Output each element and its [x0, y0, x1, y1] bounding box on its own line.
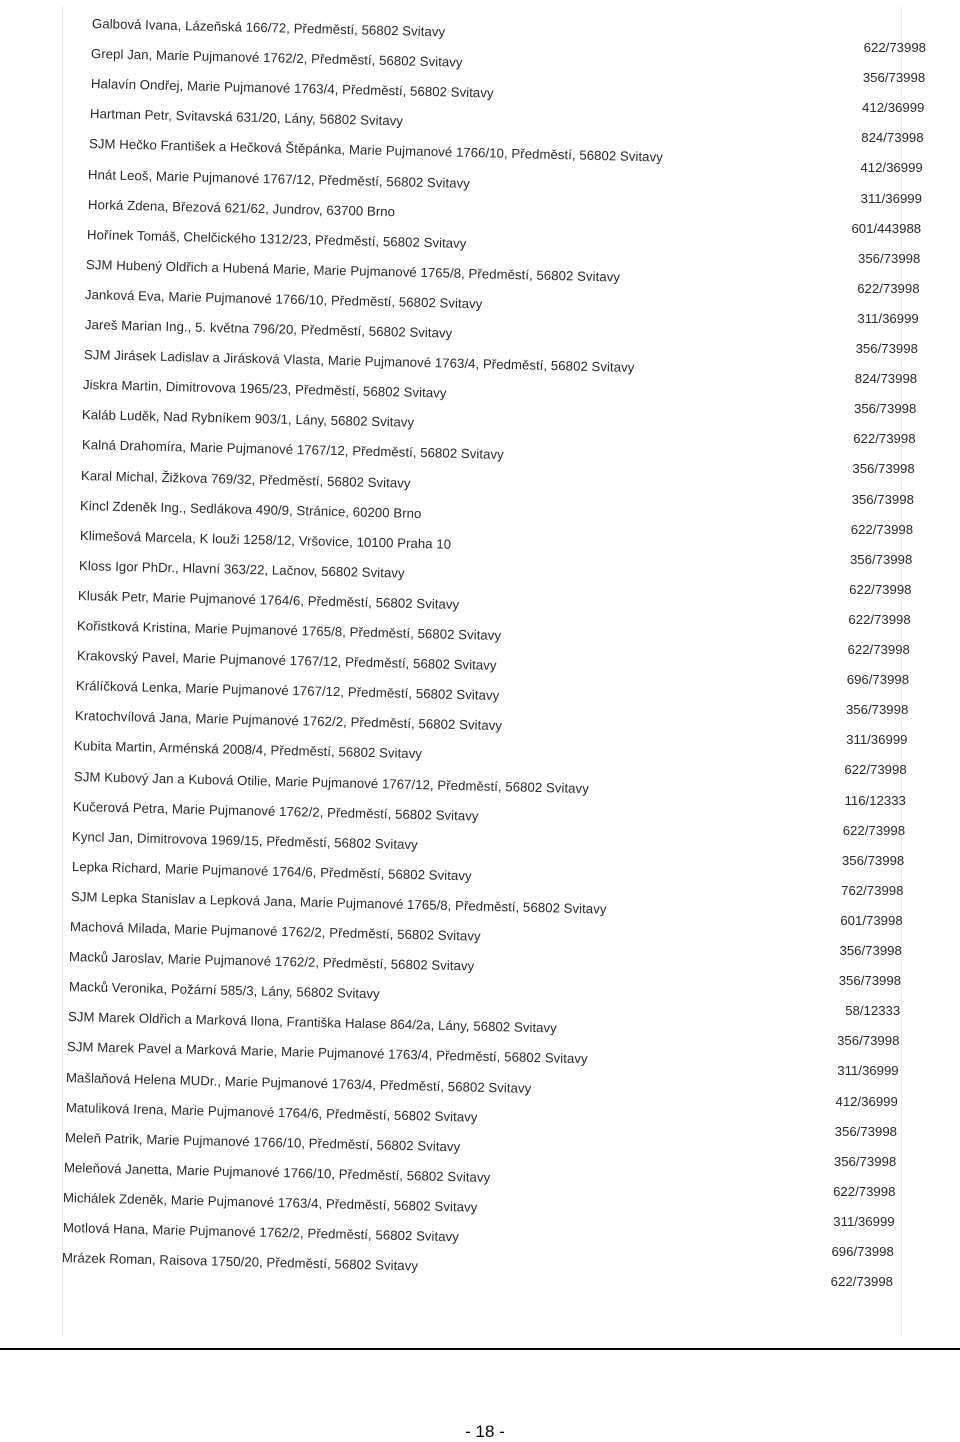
owner-name-address: Krakovský Pavel, Marie Pujmanové 1767/12, Předměstí, 56802 Svitavy [76, 648, 497, 673]
ownership-share: 356/73998 [837, 1033, 900, 1049]
ownership-share: 762/73998 [841, 882, 904, 898]
ownership-share: 622/73998 [848, 611, 911, 627]
owner-name-address: SJM Marek Oldřich a Marková Ilona, Františka Halase 864/2a, Lány, 56802 Svitavy [67, 1009, 557, 1036]
ownership-share: 622/73998 [849, 581, 912, 597]
owner-name-address: Halavín Ondřej, Marie Pujmanové 1763/4, Předměstí, 56802 Svitavy [90, 76, 494, 101]
ownership-share: 116/12333 [844, 792, 906, 808]
owner-name-address: Mrázek Roman, Raisova 1750/20, Předměstí, 56802 Svitavy [61, 1250, 419, 1274]
owner-name-address: Klimešová Marcela, K louži 1258/12, Vršovice, 10100 Praha 10 [79, 527, 451, 552]
ownership-share: 356/73998 [853, 401, 917, 417]
ownership-share: 412/36999 [862, 100, 925, 116]
owner-name-address: Kořistková Kristina, Marie Pujmanové 1765/8, Předměstí, 56802 Svitavy [77, 618, 502, 643]
owner-name-address: Hnát Leoš, Marie Pujmanové 1767/12, Předměstí, 56802 Svitavy [88, 166, 471, 191]
owner-name-address: Machová Milada, Marie Pujmanové 1762/2, Předměstí, 56802 Svitavy [69, 919, 481, 944]
ownership-share: 622/73998 [863, 40, 926, 55]
ownership-share: 356/73998 [855, 341, 918, 356]
owner-name-address: Kratochvílová Jana, Marie Pujmanové 1762/2, Předměstí, 56802 Svitavy [74, 708, 503, 734]
owner-name-address: SJM Kubový Jan a Kubová Otilie, Marie Pujmanové 1767/12, Předměstí, 56802 Svitavy [73, 768, 589, 796]
ownership-share: 356/73998 [852, 461, 915, 477]
ownership-share: 356/73998 [834, 1123, 898, 1139]
ownership-share: 696/73998 [831, 1244, 894, 1259]
ownership-share: 824/73998 [854, 371, 918, 387]
ownership-share: 356/73998 [841, 852, 905, 868]
ownership-share: 356/73998 [838, 973, 902, 989]
ownership-share: 356/73998 [858, 250, 921, 266]
ownership-share: 622/73998 [844, 762, 907, 778]
owner-name-address: Karal Michal, Žižkova 769/32, Předměstí, 56802 Svitavy [80, 467, 411, 491]
owner-name-address: Kalná Drahomíra, Marie Pujmanové 1767/12, Předměstí, 56802 Svitavy [81, 437, 504, 463]
ownership-share: 622/73998 [842, 822, 906, 838]
owner-name-address: Klusák Petr, Marie Pujmanové 1764/6, Předměstí, 56802 Svitavy [77, 587, 460, 612]
ownership-share: 356/73998 [845, 702, 909, 718]
ownership-share: 622/73998 [857, 280, 920, 296]
owner-name-address: Kloss Igor PhDr., Hlavní 363/22, Lačnov, 56802 Svitavy [78, 557, 405, 581]
ownership-share: 58/12333 [845, 1003, 901, 1019]
ownership-share: 412/36999 [835, 1093, 898, 1109]
owner-name-address: Lepka Richard, Marie Pujmanové 1764/6, Předměstí, 56802 Svitavy [71, 858, 472, 884]
ownership-share: 311/36999 [846, 732, 908, 748]
ownership-share: 311/36999 [837, 1063, 899, 1079]
owner-name-address: Jareš Marian Ing., 5. května 796/20, Předměstí, 56802 Svitavy [84, 317, 453, 341]
owner-name-address: Macků Veronika, Požární 585/3, Lány, 56802 Svitavy [68, 979, 380, 1002]
owner-name-address: Kučerová Petra, Marie Pujmanové 1762/2, Předměstí, 56802 Svitavy [72, 798, 479, 824]
owner-name-address: Hořínek Tomáš, Chelčického 1312/23, Předměstí, 56802 Svitavy [86, 226, 467, 251]
owner-name-address: Králíčková Lenka, Marie Pujmanové 1767/12, Předměstí, 56802 Svitavy [75, 678, 500, 704]
owner-name-address: Jiskra Martin, Dimitrovova 1965/23, Předměstí, 56802 Svitavy [83, 377, 447, 401]
owner-name-address: Galbová Ivana, Lázeňská 166/72, Předměstí, 56802 Svitavy [91, 16, 446, 40]
owner-name-address: Kincl Zdeněk Ing., Sedlákova 490/9, Stránice, 60200 Brno [80, 497, 422, 521]
owner-name-address: Michálek Zdeněk, Marie Pujmanové 1763/4, Předměstí, 56802 Svitavy [63, 1189, 478, 1215]
owner-name-address: Mašlaňová Helena MUDr., Marie Pujmanové 1763/4, Předměstí, 56802 Svitavy [66, 1069, 532, 1096]
owner-name-address: Kyncl Jan, Dimitrovova 1969/15, Předměstí, 56802 Svitavy [72, 828, 419, 852]
ownership-share: 356/73998 [833, 1153, 897, 1169]
ownership-share: 356/73998 [839, 943, 902, 958]
ownership-share: 311/36999 [833, 1213, 895, 1229]
ownership-share: 824/73998 [861, 130, 924, 146]
owner-name-address: Kubita Martin, Arménská 2008/4, Předměstí, 56802 Svitavy [74, 738, 423, 762]
ownership-share: 622/73998 [850, 521, 914, 537]
ownership-share: 601/73998 [840, 912, 903, 928]
ownership-share: 412/36999 [860, 160, 923, 176]
owner-name-address: SJM Hubený Oldřich a Hubená Marie, Marie Pujmanové 1765/8, Předměstí, 56802 Svitavy [85, 256, 621, 285]
owner-name-address: SJM Hečko František a Hečková Štěpánka, Marie Pujmanové 1766/10, Předměstí, 56802 Svitavy [88, 136, 664, 165]
owner-name-address: Meleňová Janetta, Marie Pujmanové 1766/10, Předměstí, 56802 Svitavy [64, 1159, 491, 1185]
owner-name-address: Matuliková Irena, Marie Pujmanové 1764/6, Předměstí, 56802 Svitavy [65, 1099, 478, 1125]
ownership-share: 622/73998 [847, 642, 910, 657]
ownership-share: 356/73998 [862, 70, 926, 86]
owner-name-address: SJM Marek Pavel a Marková Marie, Marie Pujmanové 1763/4, Předměstí, 56802 Svitavy [66, 1039, 588, 1067]
owner-name-address: Horká Zdena, Březová 621/62, Jundrov, 63700 Brno [87, 196, 395, 219]
ownership-share: 311/36999 [857, 310, 919, 326]
footer-rule [0, 1348, 960, 1350]
owner-name-address: SJM Jirásek Ladislav a Jirásková Vlasta, Marie Pujmanové 1763/4, Předměstí, 56802 Svitavy [83, 347, 635, 376]
ownership-share: 696/73998 [846, 672, 910, 688]
ownership-share: 601/443988 [851, 220, 922, 236]
ownership-share: 356/73998 [851, 491, 914, 507]
owner-name-address: Grepl Jan, Marie Pujmanové 1762/2, Předměstí, 56802 Svitavy [91, 46, 464, 70]
owner-name-address: Meleň Patrik, Marie Pujmanové 1766/10, Předměstí, 56802 Svitavy [64, 1129, 461, 1154]
owner-name-address: Kaláb Luděk, Nad Rybníkem 903/1, Lány, 56802 Svitavy [82, 407, 415, 431]
ownership-share: 622/73998 [830, 1274, 893, 1290]
owner-name-address: Janková Eva, Marie Pujmanové 1766/10, Předměstí, 56802 Svitavy [85, 286, 483, 312]
ownership-share: 311/36999 [860, 190, 922, 206]
owner-name-address: Motlová Hana, Marie Pujmanové 1762/2, Předměstí, 56802 Svitavy [62, 1220, 459, 1245]
owner-name-address: Hartman Petr, Svitavská 631/20, Lány, 56802 Svitavy [89, 106, 404, 129]
owner-name-address: Macků Jaroslav, Marie Pujmanové 1762/2, Předměstí, 56802 Svitavy [69, 949, 475, 974]
ownership-share: 622/73998 [833, 1183, 896, 1199]
ownership-share: 356/73998 [849, 551, 913, 567]
page-number: - 18 - [465, 1422, 505, 1441]
ownership-share: 622/73998 [853, 431, 916, 447]
owner-name-address: SJM Lepka Stanislav a Lepková Jana, Marie Pujmanové 1765/8, Předměstí, 56802 Svitavy [70, 888, 607, 917]
